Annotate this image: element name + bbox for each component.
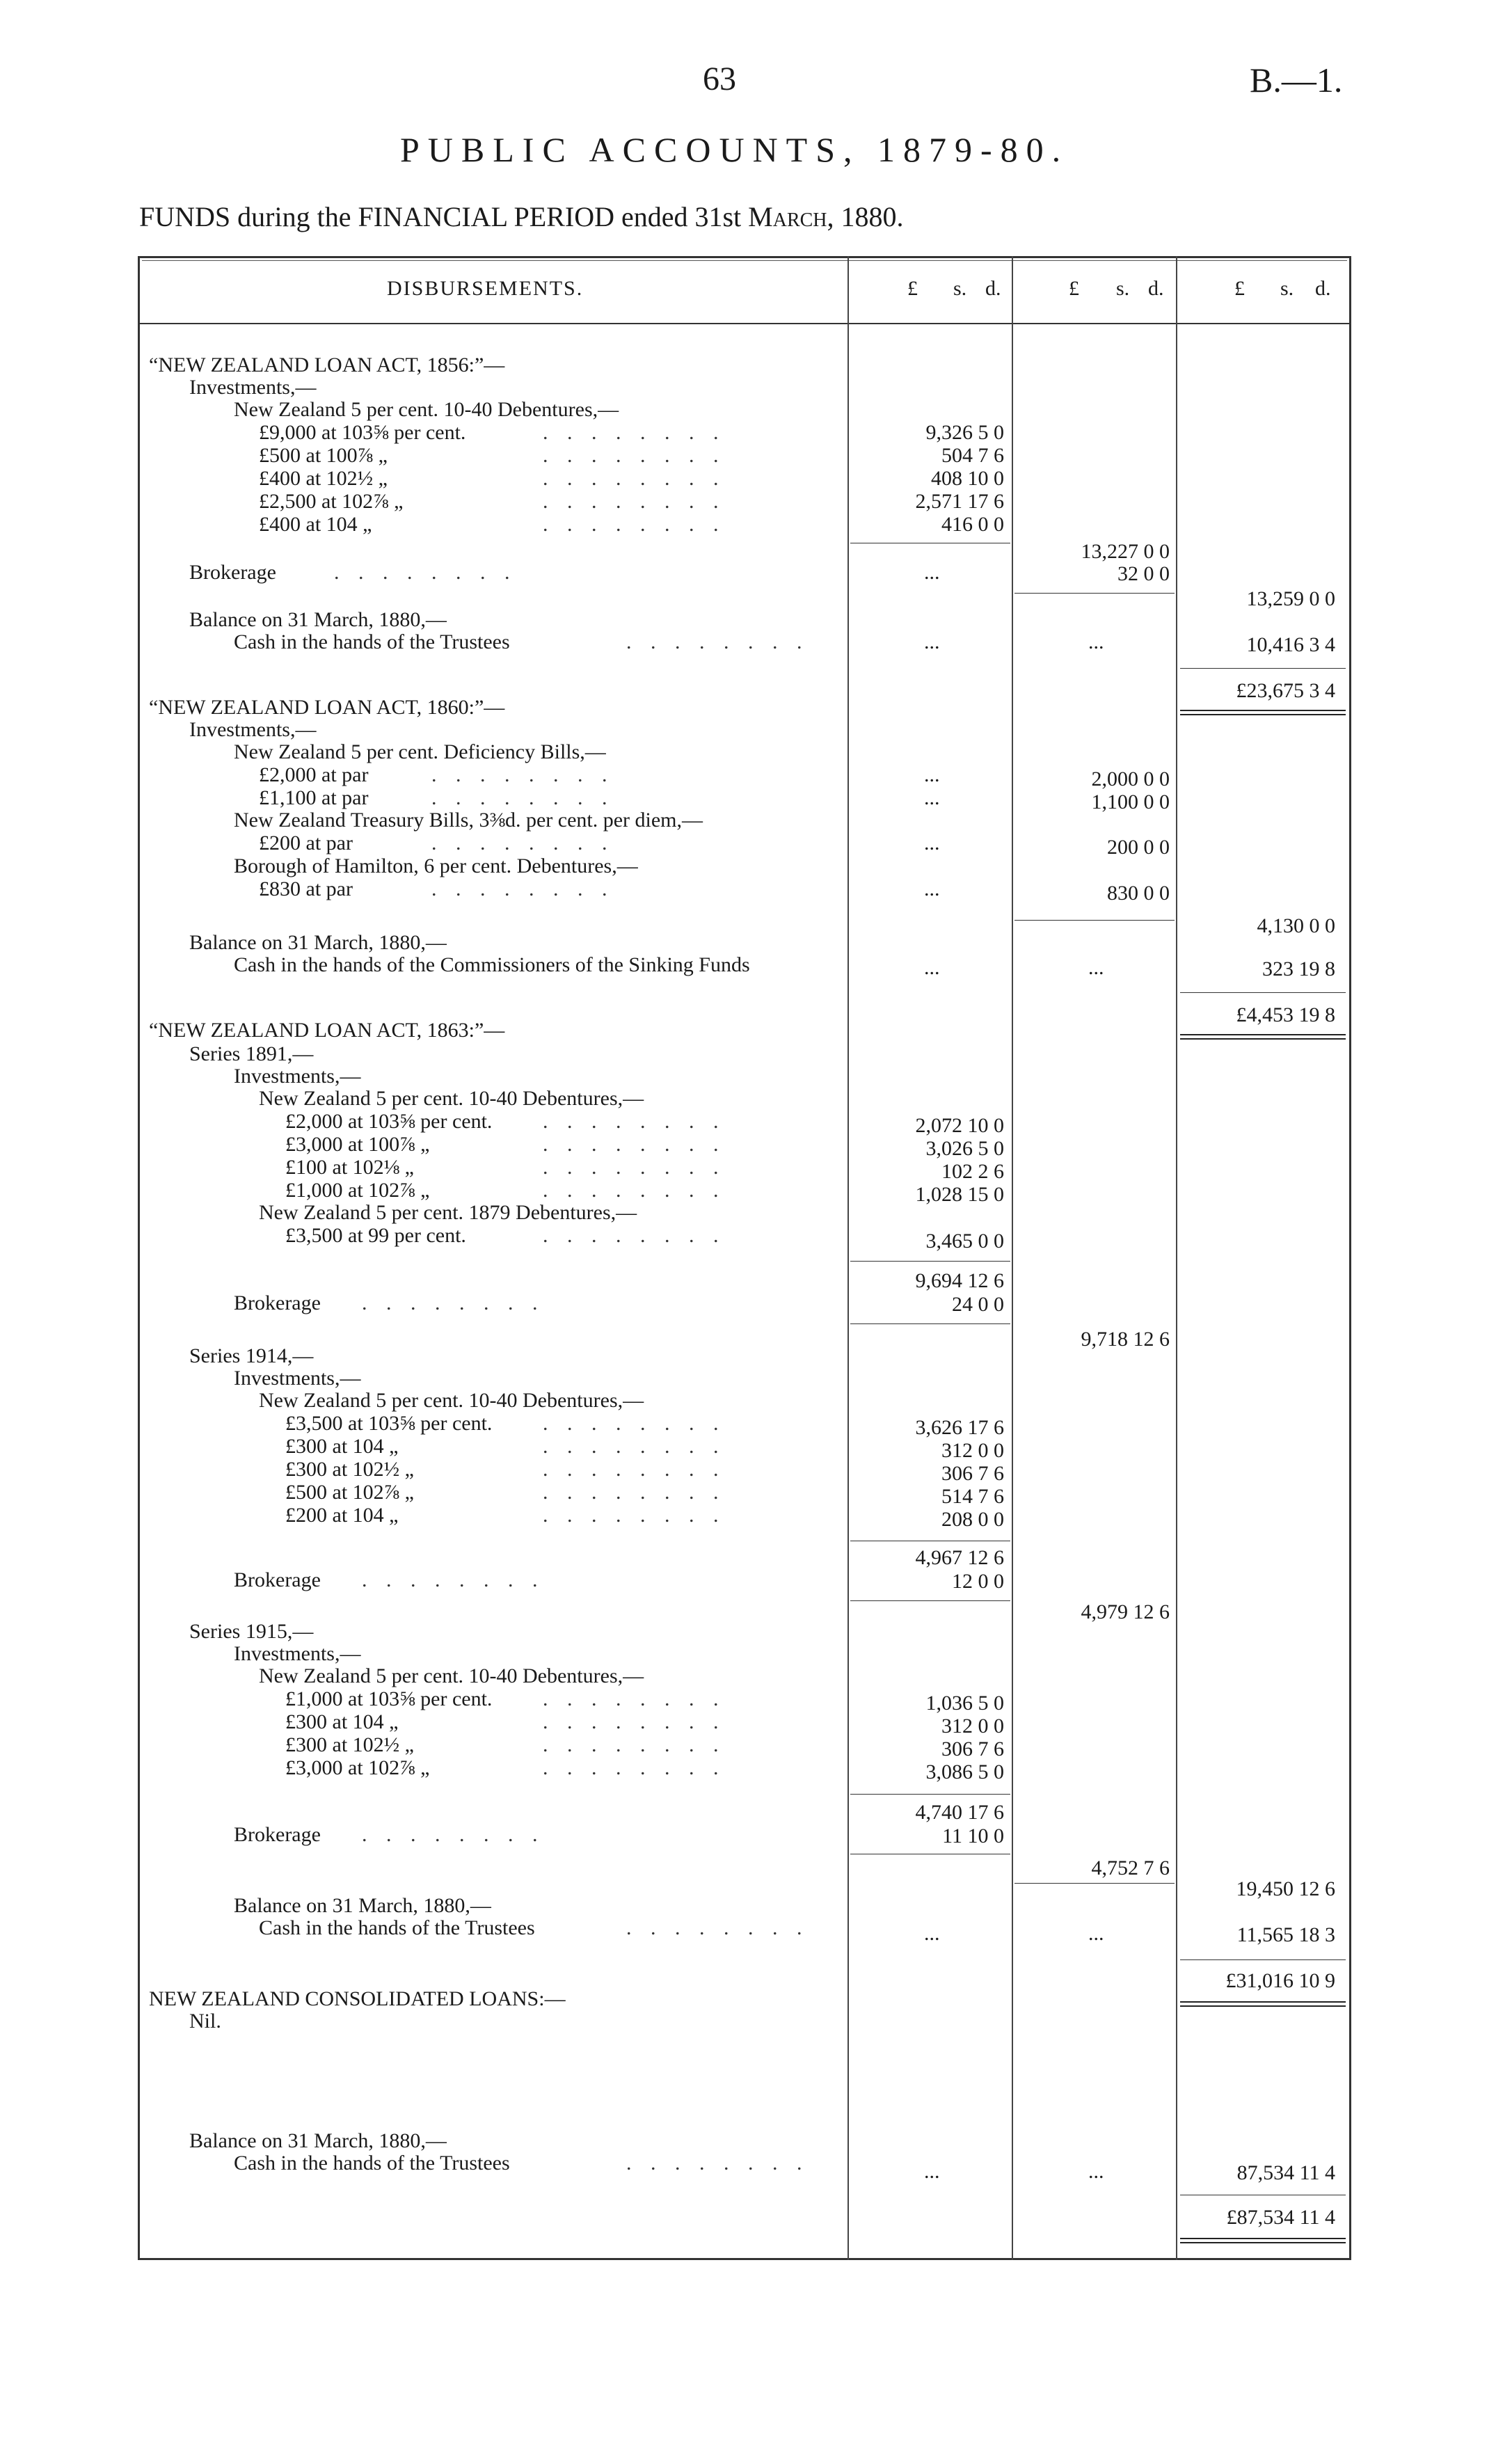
line-item-desc: £2,500 at 102⅞ „ [259, 490, 404, 513]
line-item-desc: £100 at 102⅛ „ [285, 1156, 414, 1179]
leader-dots: . . . . . . . . [362, 1291, 545, 1314]
investments-label: Investments,— [234, 1642, 361, 1665]
col3-pounds-header: £ [1234, 277, 1245, 300]
col1-pence-header: d. [985, 277, 1001, 300]
col2-pence-header: d. [1148, 277, 1164, 300]
investments-label: Investments,— [234, 1065, 361, 1088]
page-number: 63 [703, 61, 736, 97]
header-rule [138, 323, 1351, 324]
ellipsis: ... [924, 630, 940, 653]
line-item-amount: 102 2 6 [941, 1160, 1004, 1183]
line-item-desc: £300 at 102½ „ [285, 1733, 414, 1756]
line-item-amount: 408 10 0 [931, 467, 1004, 490]
investments-total: 19,450 12 6 [1236, 1877, 1335, 1900]
brokerage-label: Brokerage [234, 1291, 321, 1314]
brokerage-amount: 12 0 0 [952, 1570, 1004, 1593]
line-item-amount: 504 7 6 [941, 444, 1004, 467]
line-item-amount: 3,086 5 0 [925, 1760, 1004, 1783]
ellipsis: ... [1088, 1922, 1104, 1945]
leader-dots: . . . . . . . . [543, 1110, 726, 1133]
subtotal-rule [850, 1794, 1010, 1795]
security-label: New Zealand 5 per cent. Deficiency Bills,— [234, 740, 606, 763]
leader-dots: . . . . . . . . [543, 444, 726, 467]
ellipsis: ... [924, 832, 940, 854]
document-reference: B.—1. [1250, 61, 1343, 100]
line-item-desc: £400 at 104 „ [259, 513, 372, 536]
line-item-amount: 306 7 6 [941, 1462, 1004, 1485]
leader-dots: . . . . . . . . [543, 1687, 726, 1710]
investments-total: 13,259 0 0 [1246, 587, 1335, 610]
cash-label: Cash in the hands of the Trustees [259, 1916, 535, 1939]
line-item-desc: £3,000 at 102⅞ „ [285, 1756, 430, 1779]
page-subtitle [139, 200, 904, 233]
leader-dots: . . . . . . . . [543, 1481, 726, 1504]
line-item-amount: 3,465 0 0 [925, 1230, 1004, 1253]
line-item-desc: £200 at 104 „ [285, 1504, 399, 1527]
ellipsis: ... [924, 786, 940, 809]
cash-amount: 11,565 18 3 [1236, 1923, 1335, 1946]
line-item-desc: £1,000 at 102⅞ „ [285, 1179, 430, 1202]
line-item-desc: £1,000 at 103⅝ per cent. [285, 1687, 493, 1710]
line-item-amount: 1,100 0 0 [1091, 790, 1170, 813]
col1-shillings-header: s. [953, 277, 967, 300]
cash-amount: 87,534 11 4 [1236, 2161, 1335, 2184]
leader-dots: . . . . . . . . [543, 1156, 726, 1179]
series-total: 4,752 7 6 [1091, 1856, 1170, 1879]
subtotal-rule [1014, 593, 1175, 594]
page-title: PUBLIC ACCOUNTS, 1879-80. [400, 130, 1069, 169]
leader-dots: . . . . . . . . [543, 490, 726, 513]
col2-pounds-header: £ [1069, 277, 1079, 300]
investments-label: Investments,— [234, 1367, 361, 1390]
leader-dots: . . . . . . . . [362, 1823, 545, 1846]
cash-amount: 10,416 3 4 [1246, 633, 1335, 656]
total-double-rule [1180, 2238, 1346, 2243]
total-double-rule [1180, 2001, 1346, 2007]
leader-dots: . . . . . . . . [626, 630, 809, 653]
security-label: New Zealand Treasury Bills, 3⅜d. per cent. per diem,— [234, 809, 703, 832]
subtotal-amount: 13,227 0 0 [1081, 540, 1170, 563]
total-rule [1180, 992, 1346, 993]
leader-dots: . . . . . . . . [431, 763, 614, 786]
ellipsis: ... [924, 2160, 940, 2183]
line-item-amount: 3,026 5 0 [925, 1137, 1004, 1160]
line-item-desc: £500 at 100⅞ „ [259, 444, 388, 467]
column-divider [1012, 256, 1013, 2260]
leader-dots: . . . . . . . . [431, 877, 614, 900]
section-heading-1856: “NEW ZEALAND LOAN ACT, 1856:”— [149, 353, 505, 376]
line-item-desc: £3,000 at 100⅞ „ [285, 1133, 430, 1156]
line-item-amount: 200 0 0 [1107, 836, 1170, 859]
subtotal-rule [850, 1600, 1010, 1601]
line-item-desc: £2,000 at 103⅝ per cent. [285, 1110, 493, 1133]
total-double-rule [1180, 1034, 1346, 1040]
leader-dots: . . . . . . . . [543, 1179, 726, 1202]
investments-label: Investments,— [189, 718, 317, 741]
leader-dots: . . . . . . . . [543, 1458, 726, 1481]
line-item-desc: £3,500 at 103⅝ per cent. [285, 1412, 493, 1435]
subtotal-amount: 9,694 12 6 [915, 1269, 1004, 1292]
total-rule [1180, 668, 1346, 669]
line-item-amount: 3,626 17 6 [915, 1416, 1004, 1439]
security-label: New Zealand 5 per cent. 10-40 Debentures,— [259, 1087, 644, 1110]
cash-label: Cash in the hands of the Trustees [234, 630, 510, 653]
col1-pounds-header: £ [907, 277, 918, 300]
leader-dots: . . . . . . . . [543, 1435, 726, 1458]
section-heading-1860: “NEW ZEALAND LOAN ACT, 1860:”— [149, 696, 505, 719]
section-total: £4,453 19 8 [1236, 1003, 1335, 1026]
line-item-amount: 2,571 17 6 [915, 490, 1004, 513]
line-item-amount: 208 0 0 [941, 1508, 1004, 1531]
line-item-desc: £300 at 104 „ [285, 1435, 399, 1458]
security-label: Borough of Hamilton, 6 per cent. Debentures,— [234, 854, 638, 877]
line-item-amount: 312 0 0 [941, 1439, 1004, 1462]
leader-dots: . . . . . . . . [543, 467, 726, 490]
ellipsis: ... [1088, 956, 1104, 979]
leader-dots: . . . . . . . . [543, 1412, 726, 1435]
balance-label: Balance on 31 March, 1880,— [189, 2129, 447, 2152]
line-item-desc: £3,500 at 99 per cent. [285, 1224, 466, 1247]
table-inner-rule [142, 260, 1347, 261]
column-divider [847, 256, 849, 2260]
brokerage-amount: 11 10 0 [942, 1824, 1004, 1847]
series-label-1891: Series 1891,— [189, 1042, 314, 1065]
cash-label: Cash in the hands of the Commissioners of the Sinking Funds [234, 953, 750, 976]
line-item-amount: 2,072 10 0 [915, 1114, 1004, 1137]
brokerage-label: Brokerage [189, 561, 276, 584]
line-item-desc: £2,000 at par [259, 763, 369, 786]
col3-shillings-header: s. [1280, 277, 1294, 300]
leader-dots: . . . . . . . . [543, 1133, 726, 1156]
ellipsis: ... [924, 1922, 940, 1945]
total-rule [1180, 1959, 1346, 1960]
series-total: 9,718 12 6 [1081, 1328, 1170, 1351]
brokerage-amount: 24 0 0 [952, 1293, 1004, 1316]
leader-dots: . . . . . . . . [543, 1710, 726, 1733]
subtotal-rule [1014, 1883, 1175, 1884]
ellipsis: ... [1088, 2160, 1104, 2183]
security-label: New Zealand 5 per cent. 10-40 Debentures,— [234, 398, 619, 421]
section-total: £23,675 3 4 [1236, 679, 1335, 702]
line-item-amount: 306 7 6 [941, 1738, 1004, 1760]
line-item-desc: £300 at 104 „ [285, 1710, 399, 1733]
line-item-amount: 1,028 15 0 [915, 1183, 1004, 1206]
balance-label: Balance on 31 March, 1880,— [189, 608, 447, 631]
col3-pence-header: d. [1315, 277, 1331, 300]
leader-dots: . . . . . . . . [626, 2152, 809, 2174]
subtotal-amount: 4,967 12 6 [915, 1546, 1004, 1569]
subtotal-amount: 4,740 17 6 [915, 1801, 1004, 1824]
line-item-desc: £300 at 102½ „ [285, 1458, 414, 1481]
subtitle-month: March [748, 201, 827, 232]
line-item-desc: £400 at 102½ „ [259, 467, 388, 490]
investments-total: 4,130 0 0 [1257, 914, 1335, 937]
disbursements-header: DISBURSEMENTS. [387, 277, 584, 300]
section-heading-1863: “NEW ZEALAND LOAN ACT, 1863:”— [149, 1019, 505, 1042]
leader-dots: . . . . . . . . [431, 832, 614, 854]
cash-amount: 323 19 8 [1262, 957, 1335, 980]
ellipsis: ... [924, 561, 940, 584]
series-label-1915: Series 1915,— [189, 1620, 314, 1643]
leader-dots: . . . . . . . . [543, 513, 726, 536]
brokerage-label: Brokerage [234, 1823, 321, 1846]
series-label-1914: Series 1914,— [189, 1344, 314, 1367]
brokerage-amount: 32 0 0 [1117, 562, 1170, 585]
column-divider [1176, 256, 1177, 2260]
line-item-desc: £830 at par [259, 877, 353, 900]
line-item-amount: 9,326 5 0 [925, 421, 1004, 444]
leader-dots: . . . . . . . . [431, 786, 614, 809]
subtitle-part: , 1880. [827, 201, 904, 232]
leader-dots: . . . . . . . . [543, 1224, 726, 1247]
line-item-desc: £9,000 at 103⅝ per cent. [259, 421, 466, 444]
line-item-amount: 830 0 0 [1107, 882, 1170, 905]
balance-label: Balance on 31 March, 1880,— [234, 1894, 491, 1917]
section-total: £31,016 10 9 [1225, 1969, 1335, 1992]
ellipsis: ... [924, 763, 940, 786]
investments-label: Investments,— [189, 376, 317, 399]
line-item-desc: £1,100 at par [259, 786, 369, 809]
subtotal-rule [850, 1261, 1010, 1262]
ellipsis: ... [924, 877, 940, 900]
leader-dots: . . . . . . . . [334, 561, 517, 584]
line-item-amount: 514 7 6 [941, 1485, 1004, 1508]
ellipsis: ... [1088, 630, 1104, 653]
leader-dots: . . . . . . . . [543, 1733, 726, 1756]
line-item-desc: £500 at 102⅞ „ [285, 1481, 414, 1504]
security-label: New Zealand 5 per cent. 10-40 Debentures,— [259, 1664, 644, 1687]
series-total: 4,979 12 6 [1081, 1600, 1170, 1623]
col2-shillings-header: s. [1116, 277, 1130, 300]
leader-dots: . . . . . . . . [543, 1504, 726, 1527]
leader-dots: . . . . . . . . [543, 421, 726, 444]
subtotal-rule [850, 1323, 1010, 1324]
total-double-rule [1180, 710, 1346, 715]
line-item-amount: 312 0 0 [941, 1715, 1004, 1738]
ellipsis: ... [924, 956, 940, 979]
security-label: New Zealand 5 per cent. 10-40 Debentures,— [259, 1389, 644, 1412]
line-item-desc: £200 at par [259, 832, 353, 854]
security-label: New Zealand 5 per cent. 1879 Debentures,— [259, 1201, 637, 1224]
leader-dots: . . . . . . . . [626, 1916, 809, 1939]
balance-label: Balance on 31 March, 1880,— [189, 931, 447, 954]
section-total: £87,534 11 4 [1226, 2206, 1335, 2229]
section-heading-consolidated: NEW ZEALAND CONSOLIDATED LOANS:— [149, 1987, 566, 2010]
brokerage-label: Brokerage [234, 1568, 321, 1591]
cash-label: Cash in the hands of the Trustees [234, 2152, 510, 2174]
nil-label: Nil. [189, 2010, 221, 2033]
subtitle-part: FUNDS during the FINANCIAL PERIOD ended 31st [139, 201, 749, 232]
leader-dots: . . . . . . . . [543, 1756, 726, 1779]
line-item-amount: 416 0 0 [941, 513, 1004, 536]
line-item-amount: 2,000 0 0 [1091, 768, 1170, 790]
leader-dots: . . . . . . . . [362, 1568, 545, 1591]
subtotal-rule [1014, 920, 1175, 921]
line-item-amount: 1,036 5 0 [925, 1692, 1004, 1715]
